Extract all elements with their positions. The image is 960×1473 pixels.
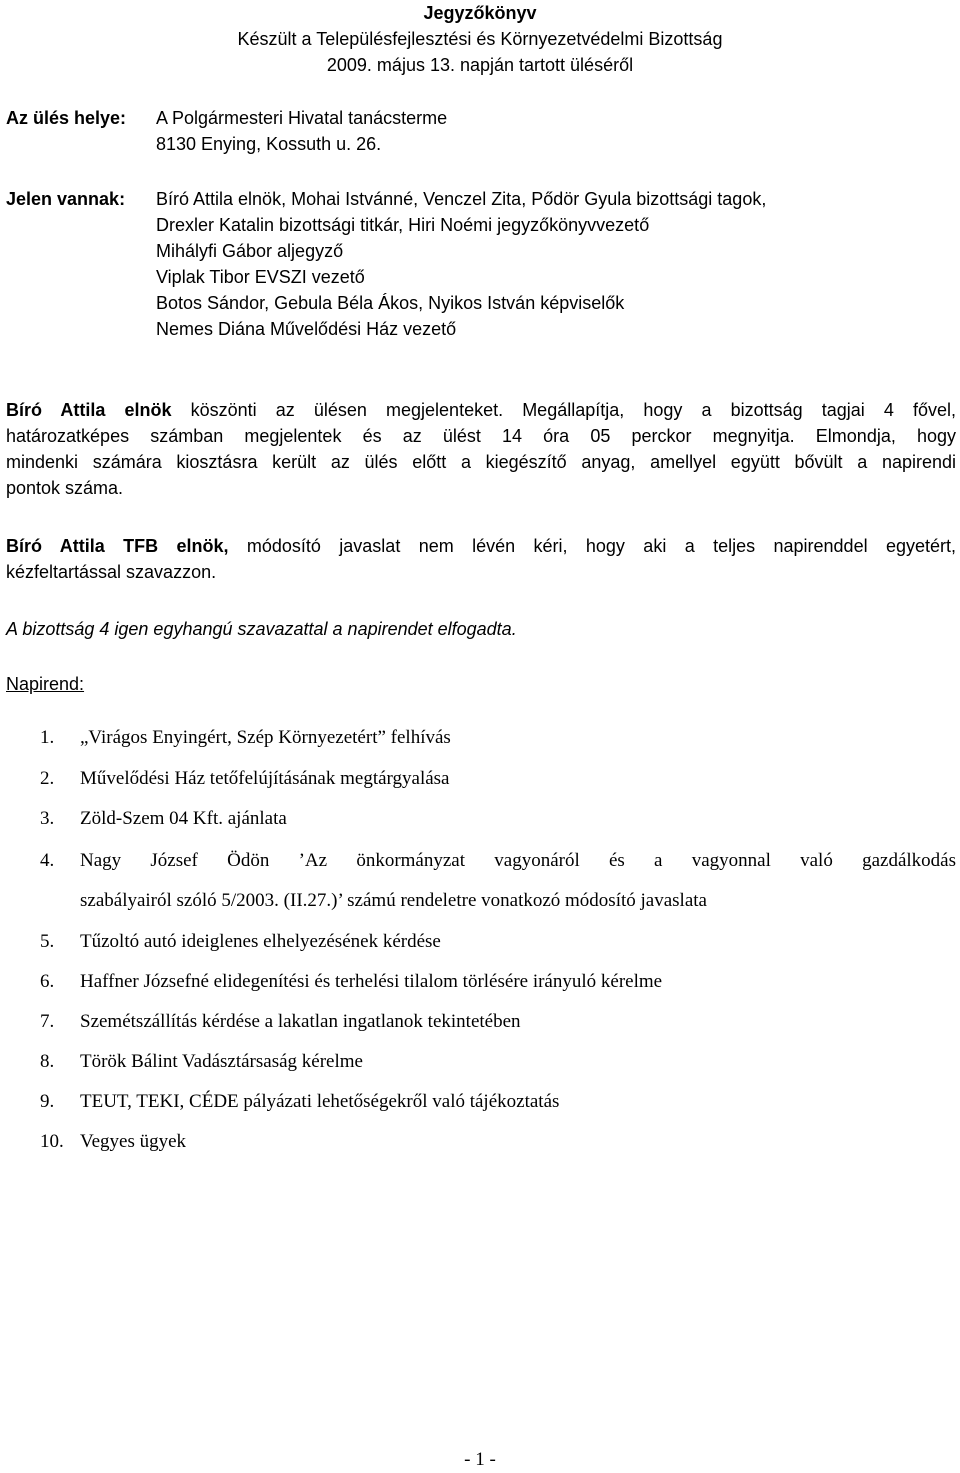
agenda-item-text: Művelődési Ház tetőfelújításának megtárgyalása: [80, 768, 450, 789]
agenda-item: [0, 1129, 960, 1155]
attendees-line: Bíró Attila elnök, Mohai Istvánné, Venczel Zita, Pődör Gyula bizottsági tagok,: [156, 189, 767, 209]
attendees-line: Botos Sándor, Gebula Béla Ákos, Nyikos István képviselők: [156, 293, 625, 313]
agenda-item-text-continued: szabályairól szóló 5/2003. (II.27.)’ számú rendeletre vonatkozó módosító javaslata: [80, 890, 707, 911]
location-line-1: A Polgármesteri Hivatal tanácsterme: [156, 108, 448, 128]
agenda-item-text: Tűzoltó autó ideiglenes elhelyezésének kérdése: [80, 931, 441, 952]
agenda-item-number: 9.: [40, 1091, 55, 1112]
agenda-heading: Napirend:: [6, 674, 85, 694]
agenda-item-number: 6.: [40, 971, 55, 992]
agenda-item: [0, 929, 960, 955]
agenda-vote-paragraph: [6, 533, 956, 585]
attendees-line: Drexler Katalin bizottsági titkár, Hiri Noémi jegyzőkönyvvezető: [156, 215, 650, 235]
agenda-item: [0, 766, 960, 792]
location-line-2: 8130 Enying, Kossuth u. 26.: [156, 134, 382, 154]
agenda-item-number: 2.: [40, 768, 55, 789]
agenda-item-text: Vegyes ügyek: [80, 1131, 187, 1152]
agenda-item-number: 10.: [40, 1131, 64, 1152]
agenda-item-text: Török Bálint Vadásztársaság kérelme: [80, 1051, 363, 1072]
agenda-item-number: 5.: [40, 931, 55, 952]
document-title: Jegyzőkönyv: [423, 3, 537, 23]
document-date-line: 2009. május 13. napján tartott üléséről: [326, 55, 634, 75]
location-label: Az ülés helye:: [6, 108, 127, 128]
opening-paragraph: [6, 397, 956, 501]
agenda-item-text: Szemétszállítás kérdése a lakatlan ingatlanok tekintetében: [80, 1011, 521, 1032]
agenda-item: [0, 725, 960, 751]
attendees-label: Jelen vannak:: [6, 189, 126, 209]
page-number: - 1 -: [464, 1449, 496, 1470]
agenda-item: [0, 969, 960, 995]
speaker-name: Bíró Attila elnök: [6, 400, 172, 420]
attendees-line: Viplak Tibor EVSZI vezető: [156, 267, 365, 287]
agenda-item: [0, 806, 960, 832]
paragraph-text: pontok száma.: [6, 478, 124, 498]
document-subtitle: Készült a Településfejlesztési és Környezetvédelmi Bizottság: [237, 29, 723, 49]
agenda-item: [0, 1049, 960, 1075]
agenda-item: [0, 848, 960, 918]
agenda-item: [0, 1089, 960, 1115]
paragraph-text: kézfeltartással szavazzon.: [6, 562, 217, 582]
agenda-item-number: 1.: [40, 727, 55, 748]
speaker-name: Bíró Attila TFB elnök,: [6, 536, 229, 556]
agenda-item: [0, 1009, 960, 1035]
paragraph-text: mindenki számára kiosztásra került az ülés előtt a kiegészítő anyag, amellyel együtt bővült a napirendi: [6, 452, 956, 472]
agenda-item-number: 7.: [40, 1011, 55, 1032]
agenda-item-number: 8.: [40, 1051, 55, 1072]
agenda-item-text: Zöld-Szem 04 Kft. ajánlata: [80, 808, 287, 829]
agenda-item-number: 3.: [40, 808, 55, 829]
agenda-item-number: 4.: [40, 850, 55, 871]
attendees-line: Nemes Diána Művelődési Ház vezető: [156, 319, 457, 339]
paragraph-text: módosító javaslat nem lévén kéri, hogy aki a teljes napirenddel egyetért,: [228, 536, 956, 556]
agenda-item-text: Nagy József Ödön ’Az önkormányzat vagyonáról és a vagyonnal való gazdálkodás: [80, 850, 956, 871]
agenda-item-text: Haffner Józsefné elidegenítési és terhelési tilalom törlésére irányuló kérelme: [80, 971, 663, 992]
paragraph-text: köszönti az ülésen megjelenteket. Megállapítja, hogy a bizottság tagjai 4 fővel,: [171, 400, 956, 420]
attendees-line: Mihályfi Gábor aljegyző: [156, 241, 344, 261]
decision-statement: A bizottság 4 igen egyhangú szavazattal a napirendet elfogadta.: [6, 619, 517, 639]
paragraph-text: határozatképes számban megjelentek és az ülést 14 óra 05 perckor megnyitja. Elmondja, hogy: [6, 426, 956, 446]
agenda-item-text: „Virágos Enyingért, Szép Környezetért” felhívás: [80, 727, 451, 748]
agenda-item-text: TEUT, TEKI, CÉDE pályázati lehetőségekről való tájékoztatás: [80, 1091, 560, 1112]
